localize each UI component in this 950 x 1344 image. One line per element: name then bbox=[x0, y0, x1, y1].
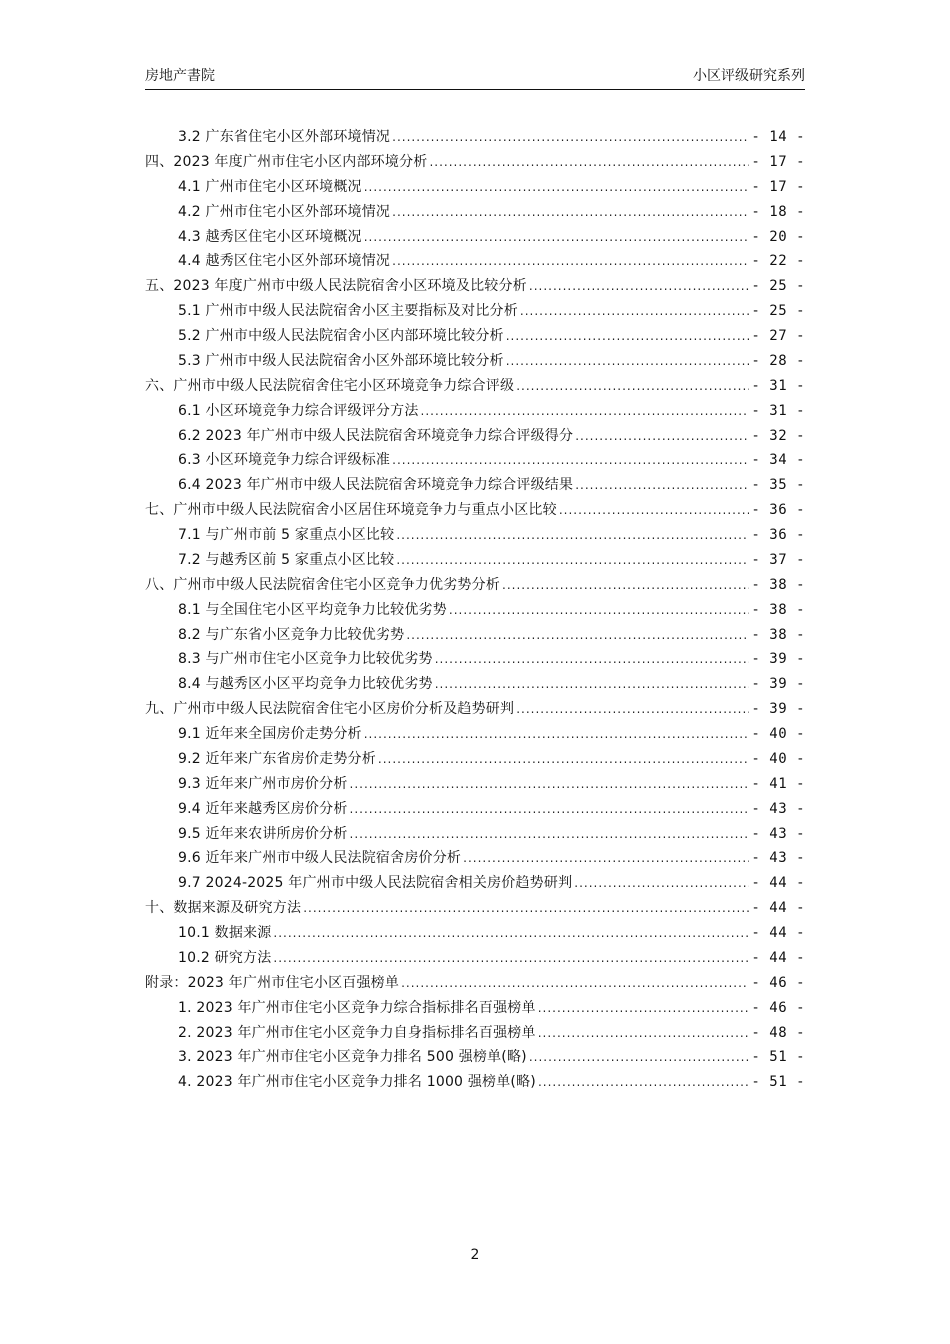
toc-dot-leader bbox=[529, 1045, 750, 1070]
toc-entry-title: 9.6 近年来广州市中级人民法院宿舍房价分析 bbox=[178, 850, 462, 867]
toc-entry-page: - 44 - bbox=[751, 949, 805, 966]
toc-entry-title: 8.2 与广东省小区竞争力比较优劣势 bbox=[178, 626, 405, 643]
toc-dot-leader bbox=[506, 349, 750, 374]
toc-entry-title: 2. 2023 年广州市住宅小区竞争力自身指标排名百强榜单 bbox=[178, 1024, 536, 1041]
toc-chapter-entry[interactable] bbox=[145, 573, 805, 598]
toc-section-entry[interactable] bbox=[145, 598, 805, 623]
toc-section-entry[interactable] bbox=[145, 772, 805, 797]
toc-chapter-entry[interactable] bbox=[145, 971, 805, 996]
toc-section-entry[interactable] bbox=[145, 125, 805, 150]
toc-section-entry[interactable] bbox=[145, 473, 805, 498]
toc-entry-title: 6.3 小区环境竞争力综合评级标准 bbox=[178, 452, 391, 469]
toc-entry-title: 9.5 近年来农讲所房价分析 bbox=[178, 825, 348, 842]
toc-entry-page: - 17 - bbox=[751, 153, 805, 170]
toc-entry-title: 4.3 越秀区住宅小区环境概况 bbox=[178, 228, 362, 245]
toc-entry-page: - 22 - bbox=[751, 253, 805, 270]
toc-dot-leader bbox=[392, 448, 749, 473]
toc-entry-title: 8.1 与全国住宅小区平均竞争力比较优劣势 bbox=[178, 601, 447, 618]
toc-entry-title: 7.2 与越秀区前 5 家重点小区比较 bbox=[178, 551, 395, 568]
toc-entry-page: - 46 - bbox=[751, 999, 805, 1016]
toc-entry-title: 七、广州市中级人民法院宿舍小区居住环境竞争力与重点小区比较 bbox=[145, 502, 557, 519]
toc-dot-leader bbox=[406, 623, 749, 648]
toc-entry-page: - 38 - bbox=[751, 601, 805, 618]
toc-entry-title: 3. 2023 年广州市住宅小区竞争力排名 500 强榜单(略) bbox=[178, 1049, 527, 1066]
toc-entry-page: - 27 - bbox=[751, 328, 805, 344]
toc-section-entry[interactable] bbox=[145, 747, 805, 772]
toc-dot-leader bbox=[520, 299, 750, 324]
toc-dot-leader bbox=[273, 946, 749, 971]
toc-section-entry[interactable] bbox=[145, 1070, 805, 1095]
toc-entry-page: - 40 - bbox=[751, 750, 805, 767]
toc-entry-page: - 34 - bbox=[751, 452, 805, 469]
toc-dot-leader bbox=[435, 647, 750, 672]
toc-entry-title: 五、2023 年度广州市中级人民法院宿舍小区环境及比较分析 bbox=[145, 278, 527, 295]
toc-dot-leader bbox=[575, 473, 749, 498]
toc-section-entry[interactable] bbox=[145, 523, 805, 548]
toc-entry-page: - 14 - bbox=[751, 129, 805, 145]
toc-dot-leader bbox=[506, 324, 750, 349]
toc-entry-page: - 44 - bbox=[751, 875, 805, 892]
toc-section-entry[interactable] bbox=[145, 722, 805, 747]
toc-dot-leader bbox=[538, 996, 750, 1021]
toc-entry-title: 6.4 2023 年广州市中级人民法院宿舍环境竞争力综合评级结果 bbox=[178, 477, 574, 494]
toc-dot-leader bbox=[516, 374, 749, 399]
toc-entry-page: - 18 - bbox=[751, 203, 805, 220]
toc-entry-page: - 41 - bbox=[751, 775, 805, 792]
toc-dot-leader bbox=[392, 249, 749, 274]
toc-entry-page: - 40 - bbox=[751, 726, 805, 742]
toc-dot-leader bbox=[392, 125, 749, 150]
toc-entry-title: 附录：2023 年广州市住宅小区百强榜单 bbox=[145, 974, 400, 991]
toc-section-entry[interactable] bbox=[145, 424, 805, 449]
toc-dot-leader bbox=[392, 200, 749, 225]
toc-dot-leader bbox=[350, 772, 750, 797]
toc-entry-title: 九、广州市中级人民法院宿舍住宅小区房价分析及趋势研判 bbox=[145, 701, 515, 718]
toc-entry-title: 4.1 广州市住宅小区环境概况 bbox=[178, 178, 362, 195]
toc-dot-leader bbox=[364, 225, 750, 250]
toc-dot-leader bbox=[516, 697, 749, 722]
toc-dot-leader bbox=[421, 399, 750, 424]
toc-entry-title: 9.2 近年来广东省房价走势分析 bbox=[178, 750, 376, 767]
toc-entry-title: 5.2 广州市中级人民法院宿舍小区内部环境比较分析 bbox=[178, 328, 504, 344]
toc-entry-title: 十、数据来源及研究方法 bbox=[145, 900, 302, 917]
toc-dot-leader bbox=[364, 175, 750, 200]
toc-section-entry[interactable] bbox=[145, 1045, 805, 1070]
toc-entry-title: 8.4 与越秀区小区平均竞争力比较优劣势 bbox=[178, 676, 433, 693]
toc-section-entry[interactable] bbox=[145, 921, 805, 946]
toc-dot-leader bbox=[273, 921, 749, 946]
toc-entry-page: - 39 - bbox=[751, 676, 805, 693]
toc-entry-page: - 51 - bbox=[751, 1074, 805, 1091]
toc-dot-leader bbox=[449, 598, 750, 623]
toc-entry-title: 四、2023 年度广州市住宅小区内部环境分析 bbox=[145, 153, 428, 170]
toc-section-entry[interactable] bbox=[145, 349, 805, 374]
toc-section-entry[interactable] bbox=[145, 672, 805, 697]
toc-section-entry[interactable] bbox=[145, 846, 805, 871]
toc-entry-page: - 25 - bbox=[751, 303, 805, 320]
toc-entry-title: 9.7 2024-2025 年广州市中级人民法院宿舍相关房价趋势研判 bbox=[178, 875, 573, 892]
toc-dot-leader bbox=[364, 722, 750, 747]
toc-section-entry[interactable] bbox=[145, 871, 805, 896]
toc-dot-leader bbox=[529, 274, 750, 299]
toc-entry-page: - 31 - bbox=[751, 402, 805, 419]
toc-dot-leader bbox=[538, 1021, 750, 1046]
toc-entry-page: - 35 - bbox=[751, 477, 805, 494]
toc-entry-title: 六、广州市中级人民法院宿舍住宅小区环境竞争力综合评级 bbox=[145, 377, 515, 394]
toc-dot-leader bbox=[378, 747, 750, 772]
toc-section-entry[interactable] bbox=[145, 1021, 805, 1046]
toc-section-entry[interactable] bbox=[145, 797, 805, 822]
toc-entry-title: 8.3 与广州市住宅小区竞争力比较优劣势 bbox=[178, 651, 433, 668]
toc-section-entry[interactable] bbox=[145, 996, 805, 1021]
toc-dot-leader bbox=[429, 150, 749, 175]
toc-dot-leader bbox=[538, 1070, 749, 1095]
toc-section-entry[interactable] bbox=[145, 324, 805, 349]
toc-entry-page: - 43 - bbox=[751, 825, 805, 842]
toc-entry-page: - 36 - bbox=[751, 502, 805, 519]
toc-entry-page: - 37 - bbox=[751, 551, 805, 568]
toc-entry-title: 3.2 广东省住宅小区外部环境情况 bbox=[178, 129, 391, 145]
header-right-text: 小区评级研究系列 bbox=[693, 68, 805, 84]
toc-entry-title: 10.1 数据来源 bbox=[178, 925, 272, 941]
toc-chapter-entry[interactable] bbox=[145, 274, 805, 299]
toc-entry-title: 9.3 近年来广州市房价分析 bbox=[178, 775, 348, 792]
toc-section-entry[interactable] bbox=[145, 200, 805, 225]
toc-section-entry[interactable] bbox=[145, 175, 805, 200]
toc-entry-page: - 48 - bbox=[751, 1024, 805, 1041]
toc-section-entry[interactable] bbox=[145, 548, 805, 573]
toc-section-entry[interactable] bbox=[145, 647, 805, 672]
toc-chapter-entry[interactable] bbox=[145, 498, 805, 523]
toc-entry-title: 4.2 广州市住宅小区外部环境情况 bbox=[178, 203, 391, 220]
toc-entry-page: - 38 - bbox=[751, 626, 805, 643]
toc-section-entry[interactable] bbox=[145, 225, 805, 250]
toc-entry-page: - 46 - bbox=[751, 974, 805, 991]
toc-entry-title: 10.2 研究方法 bbox=[178, 949, 272, 966]
toc-dot-leader bbox=[574, 871, 749, 896]
toc-entry-page: - 39 - bbox=[751, 701, 805, 718]
toc-entry-page: - 36 - bbox=[751, 527, 805, 543]
toc-dot-leader bbox=[396, 523, 749, 548]
toc-dot-leader bbox=[502, 573, 749, 598]
toc-chapter-entry[interactable] bbox=[145, 697, 805, 722]
toc-dot-leader bbox=[559, 498, 750, 523]
toc-entry-page: - 20 - bbox=[751, 228, 805, 245]
toc-entry-page: - 38 - bbox=[751, 576, 805, 593]
toc-entry-title: 6.1 小区环境竞争力综合评级评分方法 bbox=[178, 402, 419, 419]
toc-chapter-entry[interactable] bbox=[145, 150, 805, 175]
toc-chapter-entry[interactable] bbox=[145, 896, 805, 921]
header-divider bbox=[145, 89, 805, 90]
toc-entry-title: 4. 2023 年广州市住宅小区竞争力排名 1000 强榜单(略) bbox=[178, 1074, 536, 1091]
toc-dot-leader bbox=[350, 797, 750, 822]
toc-entry-page: - 32 - bbox=[751, 427, 805, 444]
table-of-contents bbox=[145, 125, 805, 1095]
toc-entry-title: 5.3 广州市中级人民法院宿舍小区外部环境比较分析 bbox=[178, 352, 504, 369]
toc-chapter-entry[interactable] bbox=[145, 374, 805, 399]
toc-entry-title: 5.1 广州市中级人民法院宿舍小区主要指标及对比分析 bbox=[178, 303, 518, 320]
toc-entry-title: 1. 2023 年广州市住宅小区竞争力综合指标排名百强榜单 bbox=[178, 999, 536, 1016]
toc-section-entry[interactable] bbox=[145, 249, 805, 274]
toc-section-entry[interactable] bbox=[145, 299, 805, 324]
toc-section-entry[interactable] bbox=[145, 946, 805, 971]
toc-entry-page: - 28 - bbox=[751, 352, 805, 369]
toc-entry-page: - 17 - bbox=[751, 178, 805, 195]
toc-entry-title: 9.1 近年来全国房价走势分析 bbox=[178, 726, 362, 742]
toc-section-entry[interactable] bbox=[145, 822, 805, 847]
toc-entry-page: - 44 - bbox=[751, 925, 805, 941]
toc-entry-title: 7.1 与广州市前 5 家重点小区比较 bbox=[178, 527, 395, 543]
toc-entry-title: 八、广州市中级人民法院宿舍住宅小区竞争力优劣势分析 bbox=[145, 576, 500, 593]
toc-section-entry[interactable] bbox=[145, 448, 805, 473]
toc-dot-leader bbox=[435, 672, 750, 697]
toc-entry-page: - 39 - bbox=[751, 651, 805, 668]
toc-entry-title: 4.4 越秀区住宅小区外部环境情况 bbox=[178, 253, 391, 270]
toc-entry-page: - 31 - bbox=[751, 377, 805, 394]
toc-section-entry[interactable] bbox=[145, 399, 805, 424]
toc-entry-page: - 44 - bbox=[751, 900, 805, 917]
toc-section-entry[interactable] bbox=[145, 623, 805, 648]
toc-entry-page: - 25 - bbox=[751, 278, 805, 295]
toc-dot-leader bbox=[303, 896, 749, 921]
toc-dot-leader bbox=[396, 548, 749, 573]
toc-dot-leader bbox=[575, 424, 749, 449]
toc-dot-leader bbox=[350, 822, 750, 847]
toc-entry-page: - 43 - bbox=[751, 800, 805, 817]
toc-entry-page: - 51 - bbox=[751, 1049, 805, 1066]
toc-entry-title: 9.4 近年来越秀区房价分析 bbox=[178, 800, 348, 817]
toc-entry-page: - 43 - bbox=[751, 850, 805, 867]
toc-entry-title: 6.2 2023 年广州市中级人民法院宿舍环境竞争力综合评级得分 bbox=[178, 427, 574, 444]
toc-dot-leader bbox=[463, 846, 749, 871]
toc-dot-leader bbox=[401, 971, 749, 996]
page-number: 2 bbox=[470, 1247, 480, 1263]
header-left-text: 房地产書院 bbox=[145, 68, 215, 84]
